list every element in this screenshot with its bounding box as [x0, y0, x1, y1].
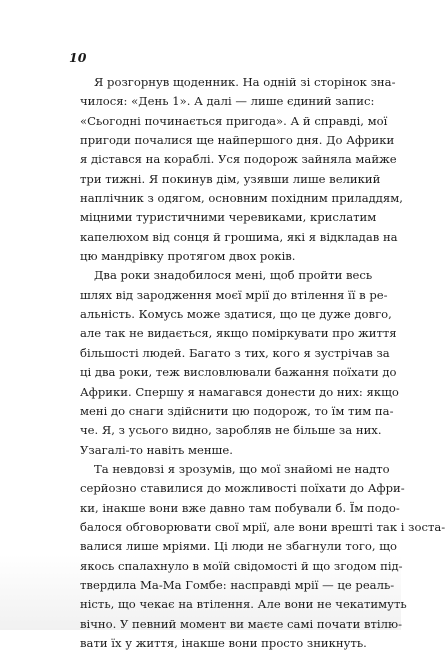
text-line: цю мандрівку протягом двох років. [80, 249, 296, 264]
text-line: Я розгорнув щоденник. На одній зі сторінок зна- [94, 75, 396, 89]
text-line: ки, інакше вони вже давно там побували б. Їм подо- [80, 500, 400, 515]
text-line: Узагалі-то навіть менше. [80, 442, 233, 457]
text-line: капелюхом від сонця й грошима, які я відкладав на [80, 229, 398, 244]
text-line: я дістався на кораблі. Уся подорож зайняла майже [80, 152, 397, 167]
text-line: шлях від зародження моєї мрії до втілення її в ре- [80, 287, 388, 302]
text-line: мені до снаги здійснити цю подорож, то їм тим па- [80, 403, 394, 418]
paragraph-3 [80, 460, 445, 653]
body-text [80, 73, 445, 653]
text-line: наплічник з одягом, основним похідним приладдям, [80, 191, 403, 206]
text-line: вати їх у життя, інакше вони просто зникнуть. [80, 635, 367, 650]
text-line: Та невдовзі я зрозумів, що мої знайомі не надто [94, 461, 390, 476]
text-line: пригоди почалися ще найпершого дня. До Африки [80, 133, 395, 148]
text-line: балося обговорювати свої мрії, але вони врешті так і зоста- [80, 519, 445, 534]
text-line: три тижні. Я покинув дім, узявши лише великий [80, 171, 381, 186]
text-line: міцними туристичними черевиками, крислатим [80, 210, 377, 225]
text-line: Два роки знадобилося мені, щоб пройти весь [94, 268, 373, 283]
text-line: Африки. Спершу я намагався донести до них: якщо [80, 384, 399, 399]
text-line: більшості людей. Багато з тих, кого я зустрічав за [80, 345, 390, 360]
text-line: якось спалахнуло в моїй свідомості й що згодом під- [80, 558, 403, 573]
page-number: 10 [69, 50, 87, 65]
text-line: серйозно ставилися до можливості поїхати до Афри- [80, 481, 405, 496]
text-line: твердила Ма-Ма Гомбе: насправді мрії — це реаль- [80, 577, 395, 592]
text-line: чилося: «День 1». А далі — лише єдиний запис: [80, 94, 375, 109]
text-line: че. Я, з усього видно, заробляв не більше за них. [80, 423, 382, 438]
paragraph-2 [80, 266, 399, 459]
text-line: вічно. У певний момент ви маєте самі почати втілю- [80, 616, 403, 631]
text-line: але так не видається, якщо поміркувати про життя [80, 326, 397, 341]
text-line: валися лише мріями. Ці люди не збагнули того, що [80, 539, 397, 554]
text-line: альність. Комусь може здатися, що це дуже довго, [80, 307, 392, 322]
text-line: ність, що чекає на втілення. Але вони не чекатимуть [80, 597, 407, 612]
paragraph-1 [80, 73, 403, 266]
text-line: ці два роки, теж висловлювали бажання поїхати до [80, 365, 397, 380]
text-line: «Сьогодні починається пригода». А й справді, мої [80, 113, 388, 128]
